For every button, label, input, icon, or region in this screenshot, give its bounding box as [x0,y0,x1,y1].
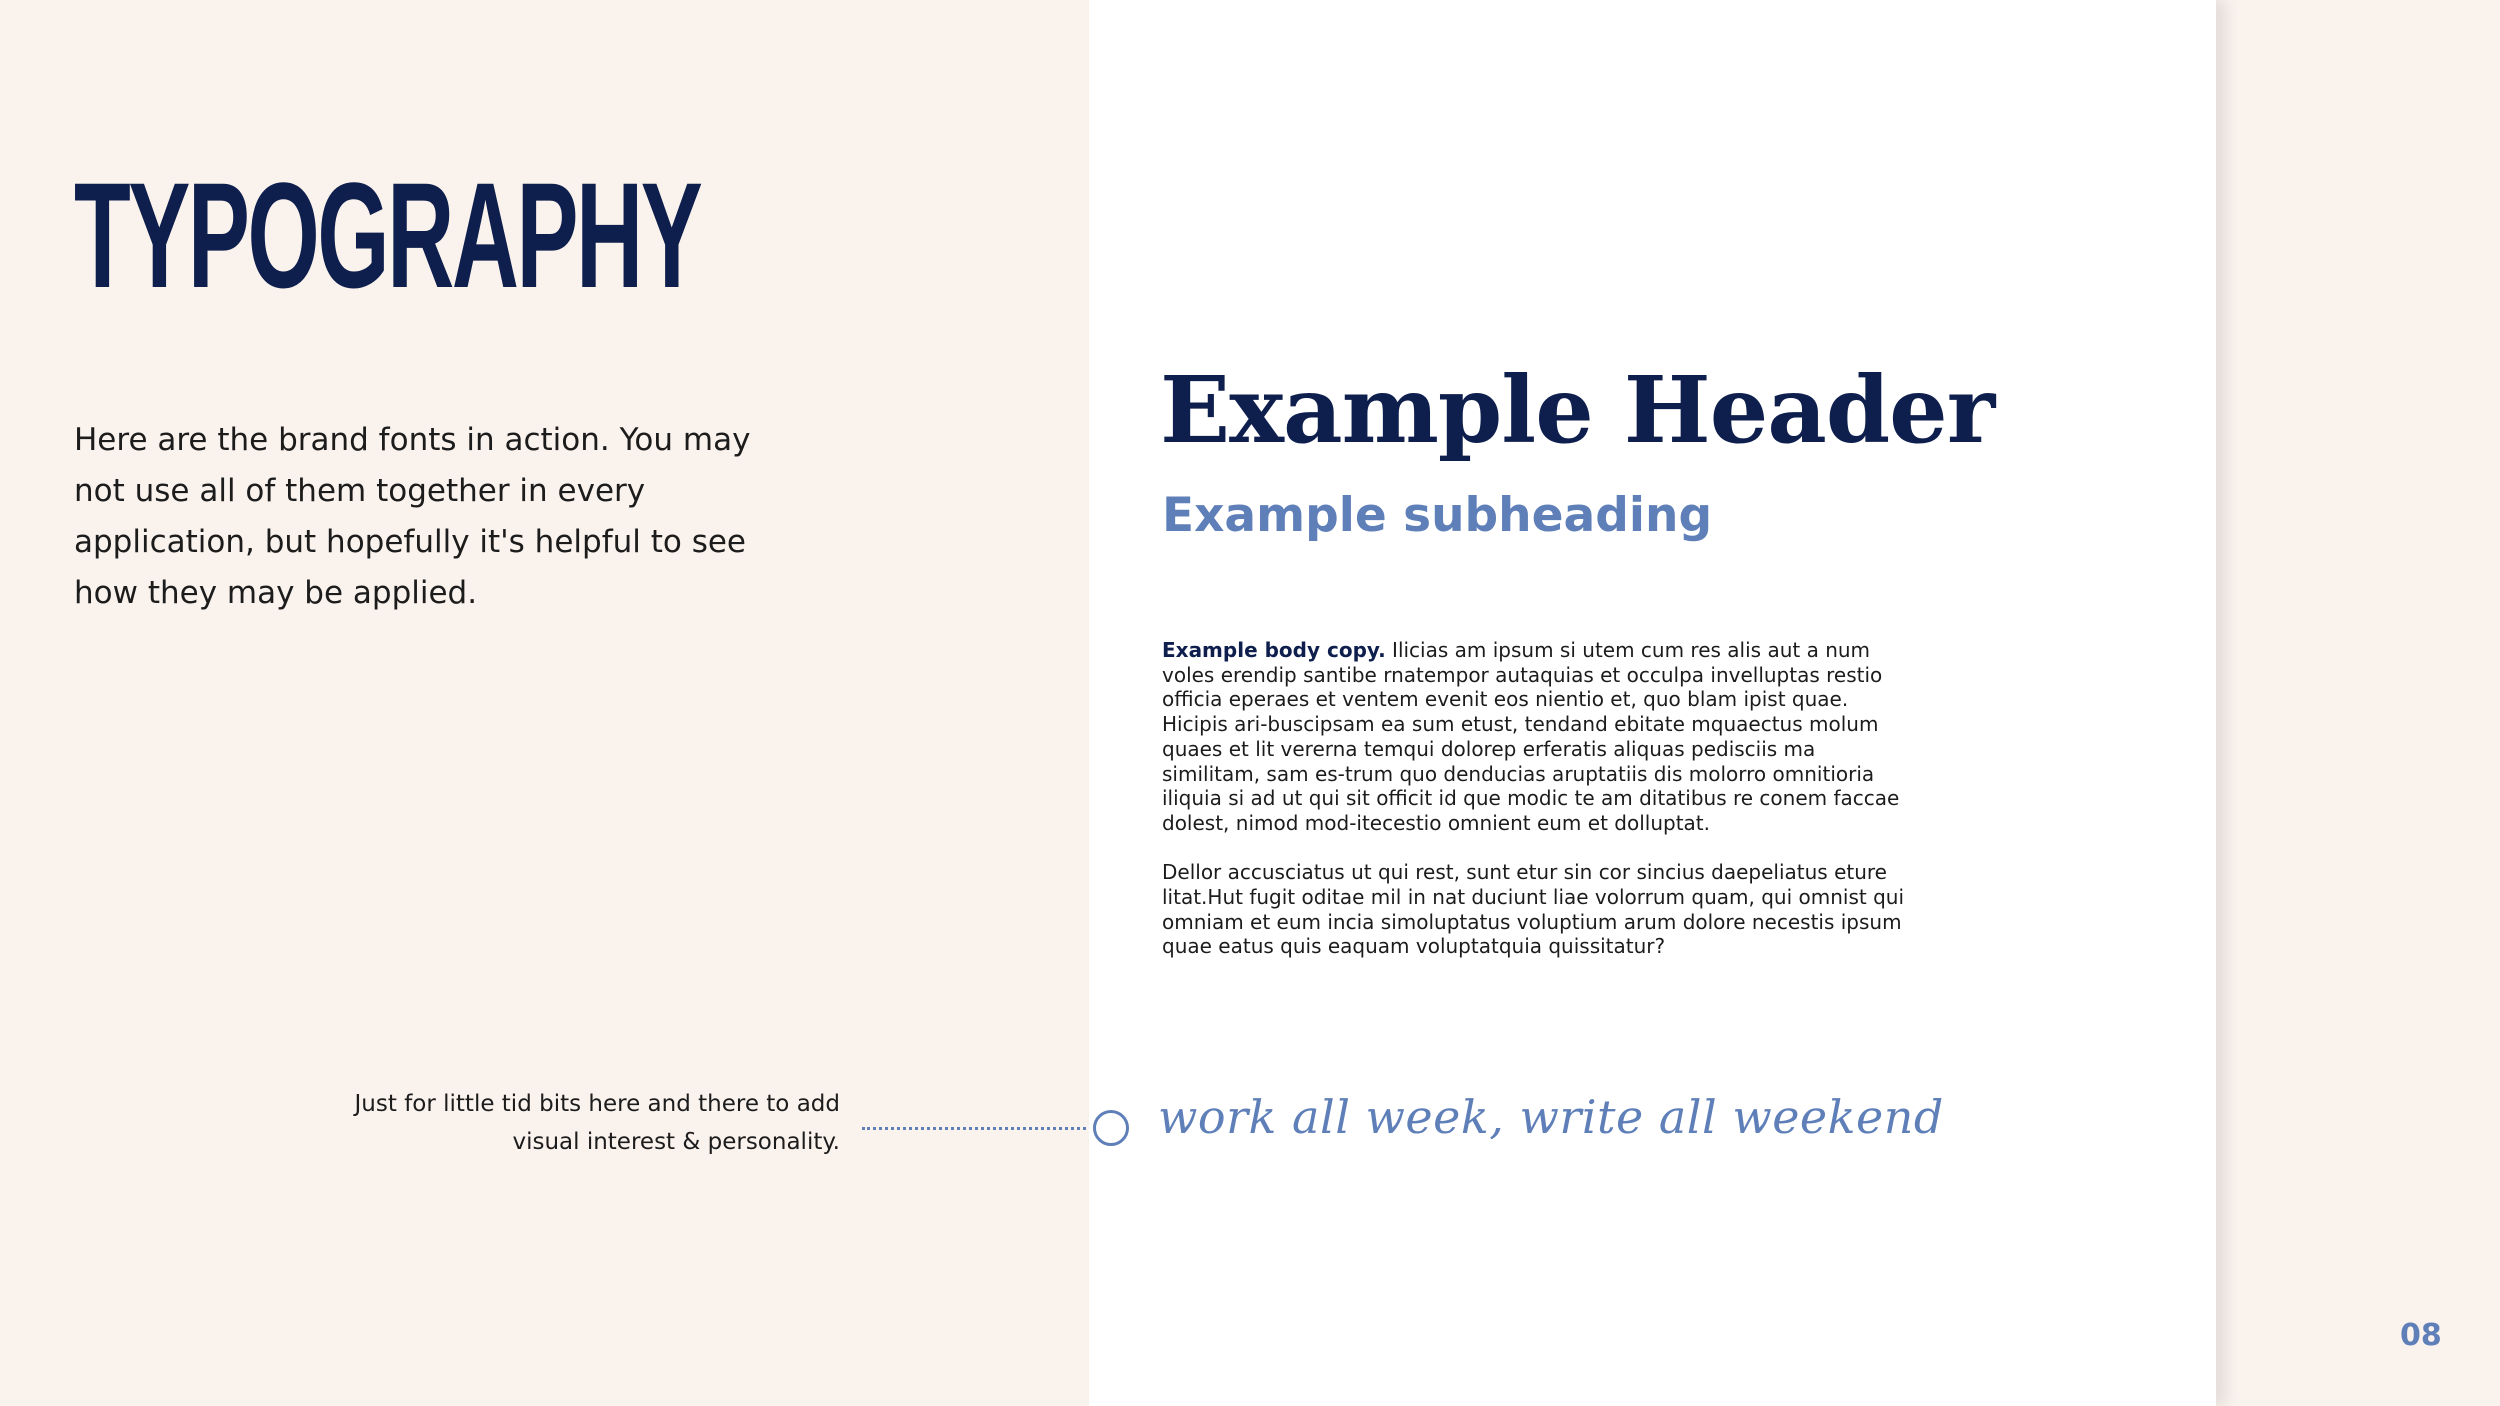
body-lead: Example body copy. [1162,638,1386,662]
script-font-note: Just for little tid bits here and there to add visual interest & personality. [354,1091,840,1155]
example-header: Example Header [1160,356,1995,464]
page-number: 08 [2400,1318,2442,1353]
body-paragraph-1-text: Ilicias am ipsum si utem cum res alis aut a num voles erendip santibe rnatempor autaquias et occulpa invelluptas restio officia eperaes et ventem evenit eos nientio et, quo blam ipist quae. Hicipis ari-buscipsam ea sum etust, tendand ebitate mquaectus molum quaes et lit vererna temqui dolorep erferatis aliquas pedisciis ma similitam, sam es-trum quo denducias aruptatiis dis molorro omnitioria iliquia si ad ut qui sit officit id que modic te am ditatibus re conem faccae dolest, nimod mod-itecestio omnient eum et dolluptat. [1162,638,1900,835]
connector-line [862,1127,1098,1130]
body-paragraph-1 [1162,638,1914,836]
body-paragraph-2: Dellor accusciatus ut qui rest, sunt etur sin cor sincius daepeliatus eture litat.Hut fugit oditae mil in nat duciunt liae volorrum quam, qui omnist qui omniam et eum incia simoluptatus voluptium arum dolore necestis ipsum quae eatus quis eaquam voluptatquia quissitatur? [1162,860,1905,959]
page-title: TYPOGRAPHY [74,151,701,319]
example-subheading: Example subheading [1162,488,1713,543]
example-body-copy [1162,638,1914,959]
intro-text: Here are the brand fonts in action. You may not use all of them together in every application, but hopefully it's helpful to see how they may be applied. [74,422,751,611]
connector-circle-icon [1093,1110,1129,1146]
example-script-text: work all week, write all weekend [1158,1090,1944,1144]
